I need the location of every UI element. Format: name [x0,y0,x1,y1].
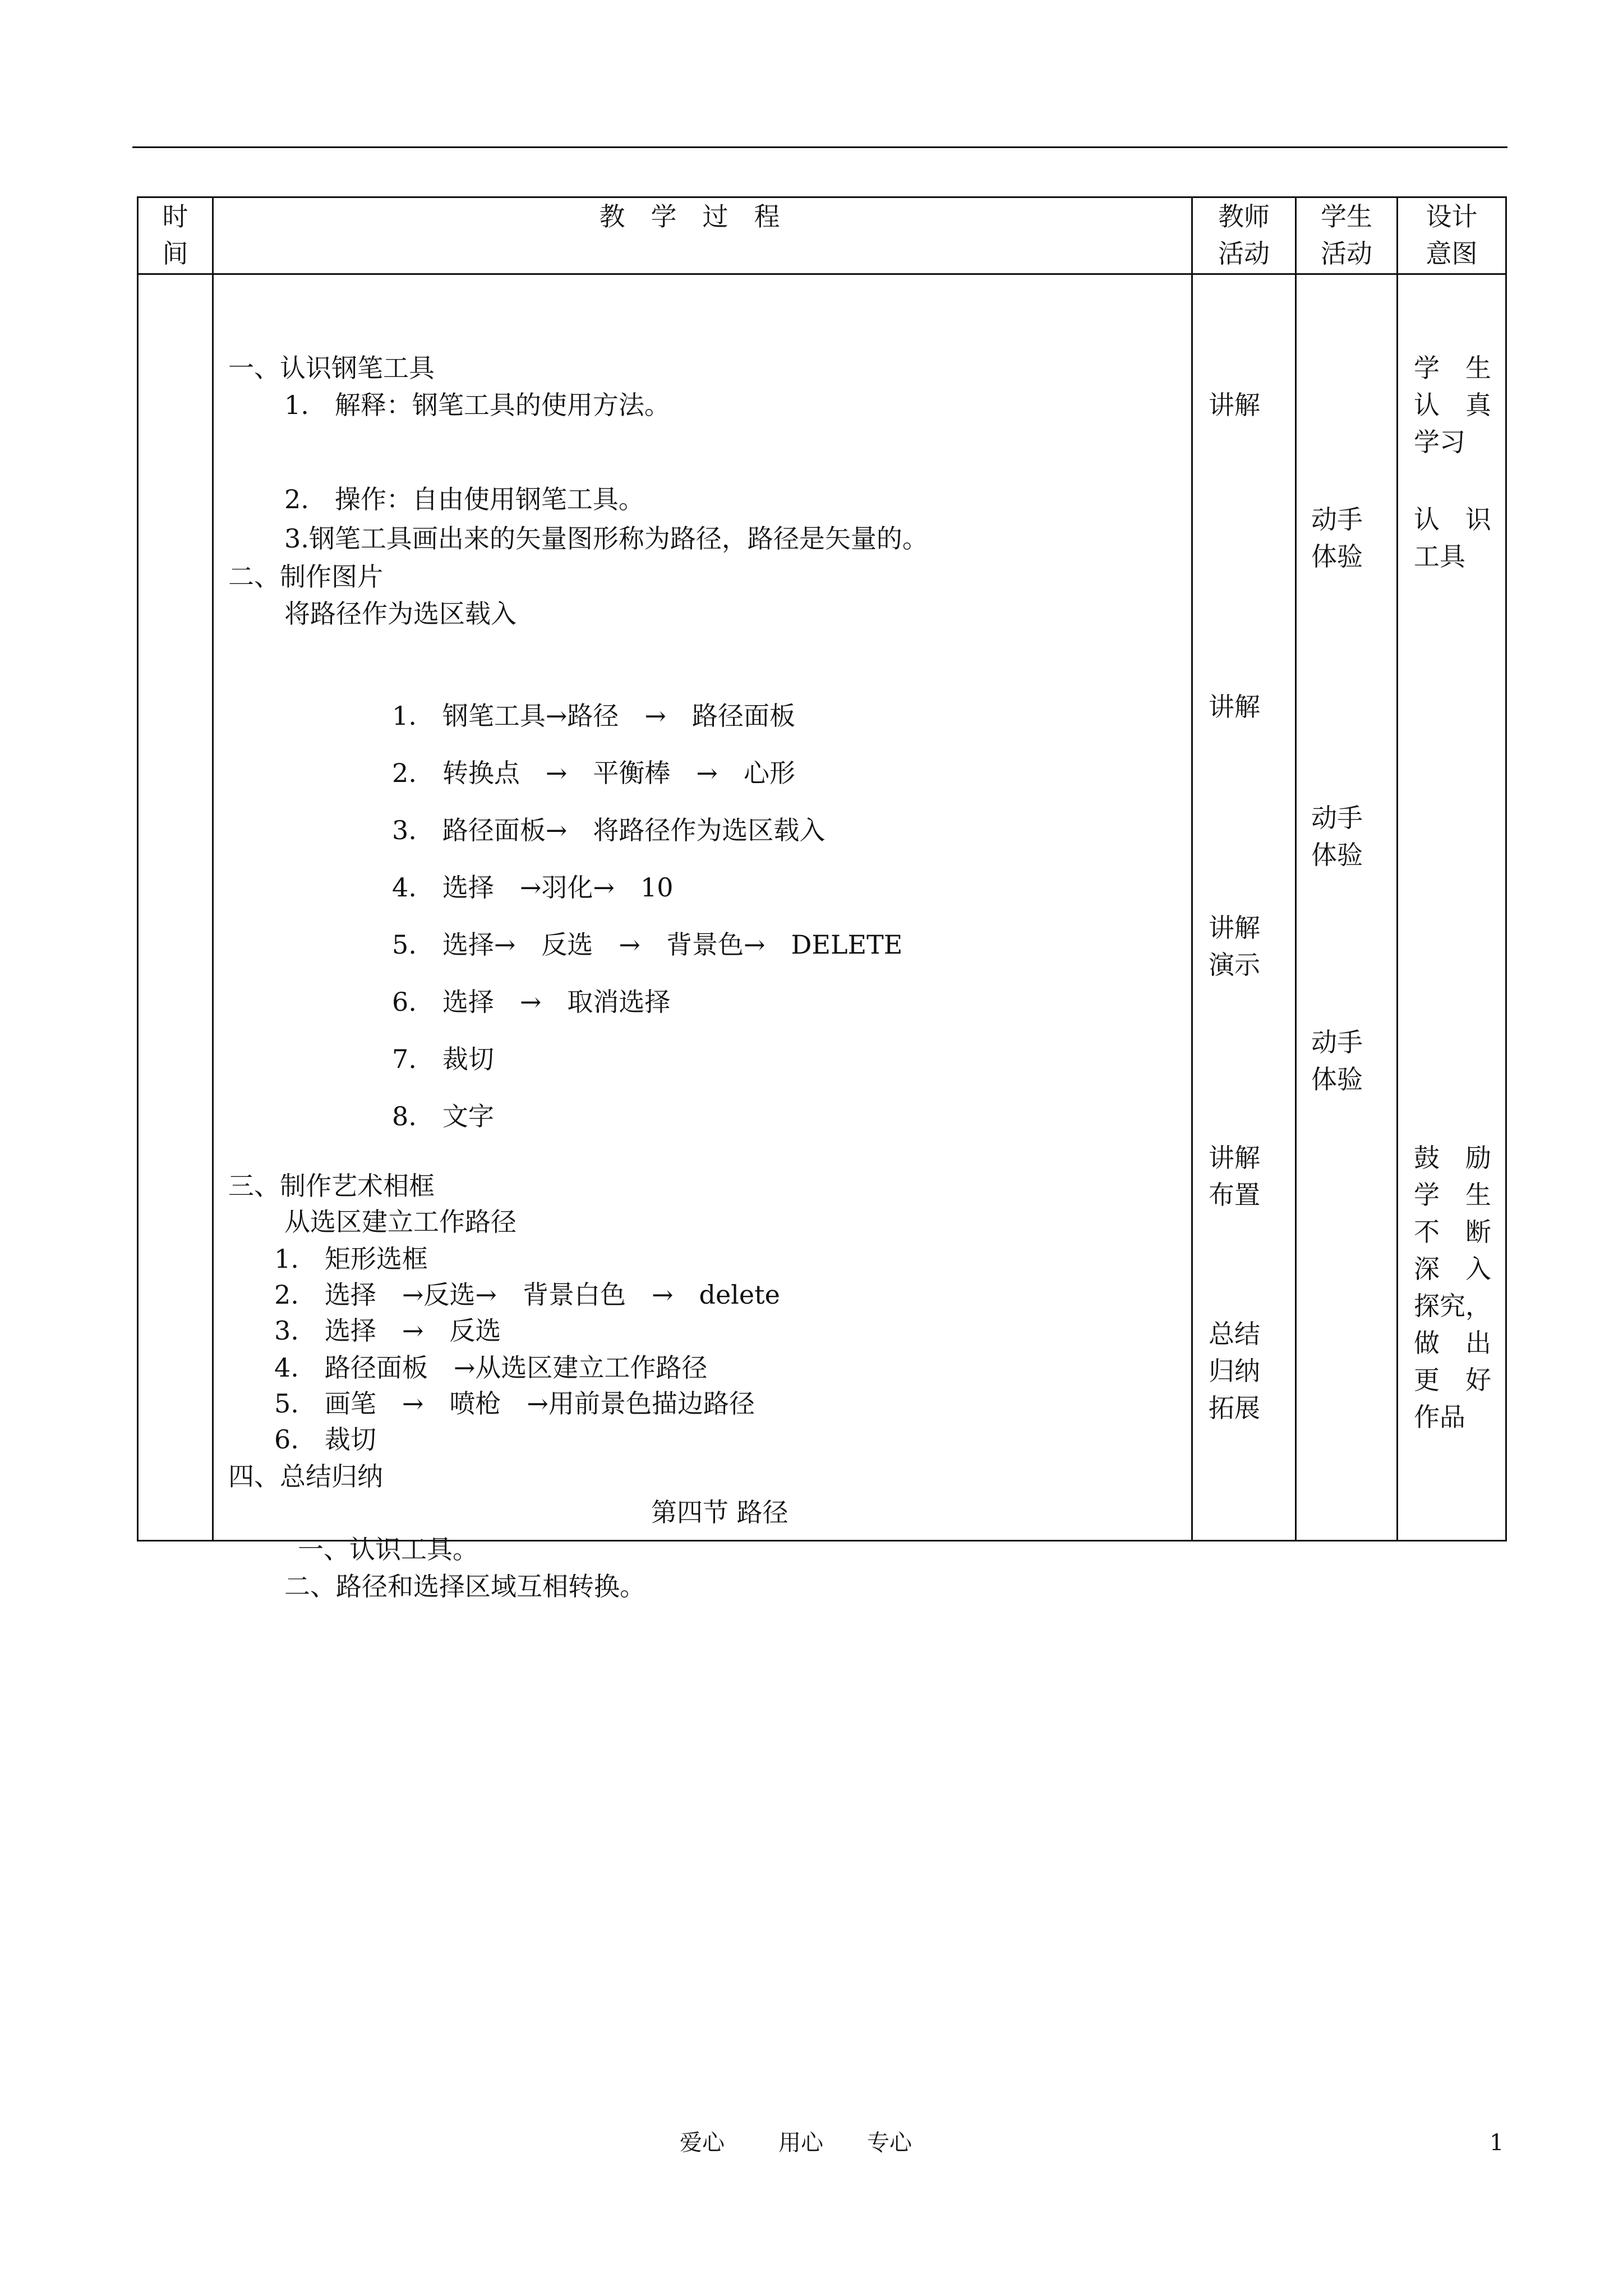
process-line: 从选区建立工作路径 [284,1207,517,1237]
footer-motto-focus: 专心 [867,2130,912,2156]
design-intent-line: 学习 [1414,427,1465,457]
process-line: 6. 选择 → 取消选择 [392,987,671,1017]
footer-motto-love: 爱心 [680,2130,725,2156]
process-line: 一、认识钢笔工具 [228,353,435,383]
header-process: 教学过程 [213,197,1192,274]
header-student-line-1: 学生 [1321,201,1372,232]
design-intent-line: 探究， [1414,1291,1491,1321]
header-time-line-1: 时 [162,201,188,232]
process-line: 1. 解释：钢笔工具的使用方法。 [284,390,670,420]
header-student-activity [1296,197,1398,274]
process-line: 3.钢笔工具画出来的矢量图形称为路径，路径是矢量的。 [284,523,928,554]
process-line: 5. 选择→ 反选 → 背景色→ DELETE [392,930,903,960]
design-intent-line: 不 断 [1414,1217,1491,1247]
process-line: 二、制作图片 [228,562,383,592]
teacher-activity-line: 演示 [1209,950,1260,980]
process-line: 5. 画笔 → 喷枪 →用前景色描边路径 [274,1388,755,1419]
design-intent-line: 作品 [1414,1402,1465,1432]
header-design-line-1: 设计 [1426,201,1478,232]
header-time [138,197,213,274]
design-intent-line: 做 出 [1414,1328,1491,1358]
process-cell [213,274,1192,1602]
design-intent-line: 学 生 [1414,1180,1491,1210]
header-teacher-activity [1192,197,1296,274]
time-cell [138,274,213,1541]
header-teacher-line-1: 教师 [1218,201,1270,232]
student-activity-cell [1296,274,1398,1541]
student-activity-line: 体验 [1311,840,1363,870]
teacher-activity-line: 归纳 [1209,1356,1260,1386]
design-intent-line: 学 生 [1414,353,1491,383]
teacher-activity-line: 讲解 [1209,390,1260,420]
lesson-table [137,196,1507,1602]
header-teacher-line-2: 活动 [1218,238,1270,269]
process-line: 三、制作艺术相框 [228,1171,435,1201]
student-activity-line: 动手 [1311,504,1363,535]
process-line: 4. 选择 →羽化→ 10 [392,872,674,903]
header-design-line-2: 意图 [1426,238,1478,269]
process-line: 二、路径和选择区域互相转换。 [284,1571,645,1602]
teacher-activity-line: 拓展 [1209,1393,1260,1423]
process-line: 将路径作为选区载入 [284,599,517,629]
design-intent-line: 认 真 [1414,390,1491,420]
process-line: 7. 裁切 [392,1044,494,1074]
process-line: 1. 矩形选框 [274,1244,428,1274]
design-intent-line: 深 入 [1414,1254,1491,1284]
footer-motto-care: 用心 [778,2130,823,2156]
process-line: 4. 路径面板 →从选区建立工作路径 [274,1352,708,1383]
teacher-activity-line: 讲解 [1209,1143,1260,1173]
process-line: 6. 裁切 [274,1424,376,1455]
table-body-row [138,274,1506,1541]
teacher-activity-line: 总结 [1209,1319,1260,1349]
student-activity-line: 动手 [1311,1027,1363,1057]
section-heading: 第四节 路径 [651,1497,789,1527]
student-activity-line: 体验 [1311,541,1363,572]
header-time-line-2: 间 [162,238,188,269]
process-line: 2. 操作：自由使用钢笔工具。 [284,484,644,514]
design-intent-line: 更 好 [1414,1365,1491,1395]
teacher-activity-cell [1192,274,1296,1541]
process-line: 2. 转换点 → 平衡棒 → 心形 [392,758,795,788]
teacher-activity-line: 布置 [1209,1180,1260,1210]
process-line: 1. 钢笔工具→路径 → 路径面板 [392,701,795,731]
process-line: 一、认识工具。 [298,1534,478,1565]
page-number: 1 [1490,2130,1504,2156]
student-activity-line: 动手 [1311,803,1363,833]
process-line: 3. 路径面板→ 将路径作为选区载入 [392,815,826,845]
table-header-row [138,197,1506,274]
design-intent-line: 鼓 励 [1414,1143,1491,1173]
header-student-line-2: 活动 [1321,238,1372,269]
teacher-activity-line: 讲解 [1209,913,1260,943]
design-intent-line: 认 识 [1414,504,1491,535]
process-line: 3. 选择 → 反选 [274,1315,501,1346]
process-line: 8. 文字 [392,1101,494,1131]
header-rule [132,146,1507,148]
design-intent-cell [1398,274,1506,1541]
teacher-activity-line: 讲解 [1209,692,1260,722]
process-line: 四、总结归纳 [228,1461,383,1492]
student-activity-line: 体验 [1311,1064,1363,1094]
design-intent-line: 工具 [1414,541,1465,572]
header-design-intent [1398,197,1506,274]
process-line: 2. 选择 →反选→ 背景白色 → delete [274,1280,780,1310]
